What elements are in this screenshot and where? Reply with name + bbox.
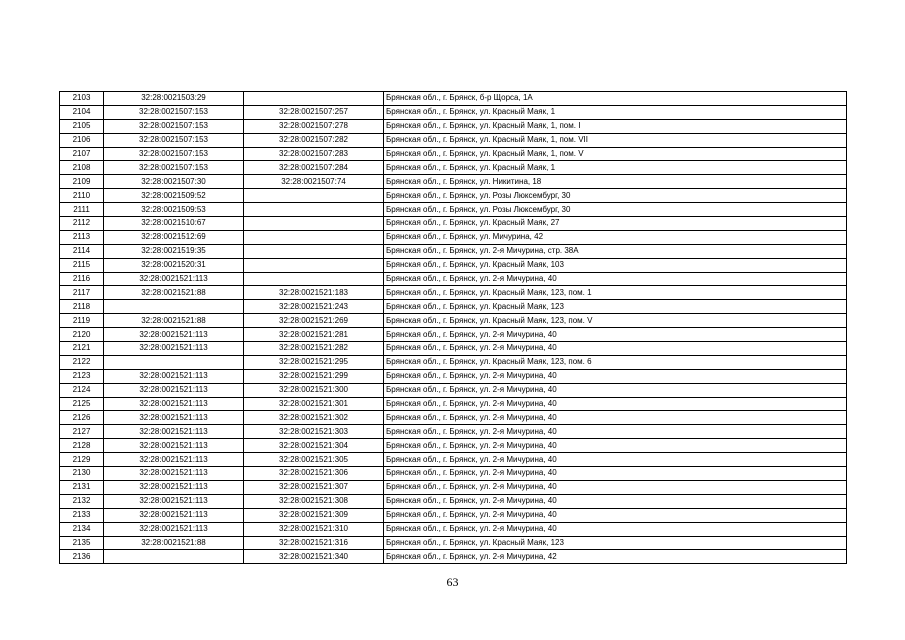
address-cell: Брянская обл., г. Брянск, ул. 2-я Мичурина, 40 [384,439,847,453]
table-row [60,494,847,508]
row-number-cell: 2107 [60,147,104,161]
address-cell: Брянская обл., г. Брянск, ул. Красный Маяк, 123 [384,300,847,314]
cadastral-number-cell: 32:28:0021509:53 [104,203,244,217]
row-number-cell: 2111 [60,203,104,217]
address-cell: Брянская обл., г. Брянск, ул. Красный Маяк, 1, пом. I [384,119,847,133]
cadastral-number-cell: 32:28:0021521:113 [104,425,244,439]
address-cell: Брянская обл., г. Брянск, ул. Красный Маяк, 123 [384,536,847,550]
table-row [60,203,847,217]
address-cell: Брянская обл., г. Брянск, ул. 2-я Мичурина, 40 [384,522,847,536]
object-cadastral-number-cell: 32:28:0021521:308 [244,494,384,508]
table-row [60,286,847,300]
object-cadastral-number-cell [244,230,384,244]
object-cadastral-number-cell: 32:28:0021521:183 [244,286,384,300]
address-cell: Брянская обл., г. Брянск, ул. Красный Маяк, 123, пом. 6 [384,355,847,369]
cadastral-number-cell: 32:28:0021521:113 [104,508,244,522]
row-number-cell: 2133 [60,508,104,522]
table-row [60,147,847,161]
object-cadastral-number-cell: 32:28:0021521:302 [244,411,384,425]
object-cadastral-number-cell [244,272,384,286]
table-row [60,300,847,314]
object-cadastral-number-cell: 32:28:0021521:309 [244,508,384,522]
table-row [60,536,847,550]
row-number-cell: 2125 [60,397,104,411]
table-row [60,383,847,397]
row-number-cell: 2108 [60,161,104,175]
cadastral-number-cell: 32:28:0021521:113 [104,522,244,536]
address-cell: Брянская обл., г. Брянск, ул. Красный Маяк, 123, пом. 1 [384,286,847,300]
row-number-cell: 2132 [60,494,104,508]
object-cadastral-number-cell: 32:28:0021507:74 [244,175,384,189]
cadastral-number-cell: 32:28:0021507:30 [104,175,244,189]
row-number-cell: 2135 [60,536,104,550]
address-cell: Брянская обл., г. Брянск, ул. Розы Люксембург, 30 [384,203,847,217]
cadastral-number-cell: 32:28:0021521:113 [104,480,244,494]
object-cadastral-number-cell: 32:28:0021521:299 [244,369,384,383]
cadastral-number-cell [104,300,244,314]
row-number-cell: 2103 [60,92,104,106]
cadastral-number-cell: 32:28:0021521:113 [104,272,244,286]
table-row [60,230,847,244]
object-cadastral-number-cell [244,189,384,203]
object-cadastral-number-cell: 32:28:0021521:303 [244,425,384,439]
address-cell: Брянская обл., г. Брянск, ул. 2-я Мичурина, 40 [384,342,847,356]
address-cell: Брянская обл., г. Брянск, ул. 2-я Мичурина, 40 [384,453,847,467]
table-row [60,272,847,286]
object-cadastral-number-cell: 32:28:0021521:304 [244,439,384,453]
table-row [60,453,847,467]
address-cell: Брянская обл., г. Брянск, ул. 2-я Мичурина, 40 [384,383,847,397]
object-cadastral-number-cell: 32:28:0021521:300 [244,383,384,397]
object-cadastral-number-cell [244,258,384,272]
row-number-cell: 2119 [60,314,104,328]
address-cell: Брянская обл., г. Брянск, ул. Красный Маяк, 1, пом. VII [384,133,847,147]
row-number-cell: 2112 [60,217,104,231]
cadastral-number-cell: 32:28:0021521:113 [104,411,244,425]
table-row [60,342,847,356]
address-cell: Брянская обл., г. Брянск, ул. 2-я Мичурина, 40 [384,411,847,425]
row-number-cell: 2118 [60,300,104,314]
cadastral-number-cell: 32:28:0021510:67 [104,217,244,231]
address-cell: Брянская обл., г. Брянск, ул. Мичурина, 42 [384,230,847,244]
address-cell: Брянская обл., г. Брянск, ул. 2-я Мичурина, 40 [384,494,847,508]
row-number-cell: 2120 [60,328,104,342]
cadastral-number-cell: 32:28:0021512:69 [104,230,244,244]
property-table-body [60,92,847,564]
cadastral-number-cell: 32:28:0021520:31 [104,258,244,272]
cadastral-number-cell: 32:28:0021509:52 [104,189,244,203]
table-row [60,411,847,425]
table-row [60,480,847,494]
address-cell: Брянская обл., г. Брянск, ул. 2-я Мичурина, 40 [384,508,847,522]
table-row [60,369,847,383]
cadastral-number-cell: 32:28:0021507:153 [104,147,244,161]
cadastral-number-cell: 32:28:0021521:88 [104,286,244,300]
table-row [60,355,847,369]
table-row [60,522,847,536]
table-row [60,133,847,147]
row-number-cell: 2127 [60,425,104,439]
row-number-cell: 2113 [60,230,104,244]
table-row [60,439,847,453]
object-cadastral-number-cell: 32:28:0021521:281 [244,328,384,342]
row-number-cell: 2130 [60,467,104,481]
address-cell: Брянская обл., г. Брянск, ул. Розы Люксембург, 30 [384,189,847,203]
row-number-cell: 2106 [60,133,104,147]
address-cell: Брянская обл., г. Брянск, б-р Щорса, 1А [384,92,847,106]
row-number-cell: 2123 [60,369,104,383]
row-number-cell: 2110 [60,189,104,203]
object-cadastral-number-cell: 32:28:0021507:282 [244,133,384,147]
table-row [60,189,847,203]
address-cell: Брянская обл., г. Брянск, ул. 2-я Мичурина, 40 [384,480,847,494]
row-number-cell: 2134 [60,522,104,536]
row-number-cell: 2117 [60,286,104,300]
object-cadastral-number-cell [244,244,384,258]
address-cell: Брянская обл., г. Брянск, ул. 2-я Мичурина, стр. 38А [384,244,847,258]
property-table [59,91,847,564]
object-cadastral-number-cell: 32:28:0021507:278 [244,119,384,133]
cadastral-number-cell: 32:28:0021507:153 [104,119,244,133]
table-row [60,258,847,272]
address-cell: Брянская обл., г. Брянск, ул. 2-я Мичурина, 40 [384,397,847,411]
cadastral-number-cell: 32:28:0021521:113 [104,369,244,383]
address-cell: Брянская обл., г. Брянск, ул. 2-я Мичурина, 40 [384,425,847,439]
address-cell: Брянская обл., г. Брянск, ул. Красный Маяк, 27 [384,217,847,231]
object-cadastral-number-cell: 32:28:0021521:243 [244,300,384,314]
row-number-cell: 2104 [60,105,104,119]
object-cadastral-number-cell: 32:28:0021521:301 [244,397,384,411]
cadastral-number-cell: 32:28:0021521:113 [104,328,244,342]
object-cadastral-number-cell [244,92,384,106]
object-cadastral-number-cell: 32:28:0021521:306 [244,467,384,481]
address-cell: Брянская обл., г. Брянск, ул. Красный Маяк, 1 [384,161,847,175]
cadastral-number-cell [104,550,244,564]
address-cell: Брянская обл., г. Брянск, ул. 2-я Мичурина, 40 [384,369,847,383]
row-number-cell: 2109 [60,175,104,189]
row-number-cell: 2128 [60,439,104,453]
object-cadastral-number-cell [244,203,384,217]
row-number-cell: 2115 [60,258,104,272]
row-number-cell: 2121 [60,342,104,356]
address-cell: Брянская обл., г. Брянск, ул. 2-я Мичурина, 42 [384,550,847,564]
table-row [60,328,847,342]
object-cadastral-number-cell: 32:28:0021507:283 [244,147,384,161]
cadastral-number-cell: 32:28:0021521:113 [104,383,244,397]
cadastral-number-cell: 32:28:0021521:113 [104,342,244,356]
object-cadastral-number-cell: 32:28:0021521:305 [244,453,384,467]
page-number: 63 [446,575,459,589]
cadastral-number-cell: 32:28:0021521:88 [104,314,244,328]
cadastral-number-cell: 32:28:0021521:113 [104,467,244,481]
row-number-cell: 2124 [60,383,104,397]
cadastral-number-cell: 32:28:0021507:153 [104,105,244,119]
object-cadastral-number-cell: 32:28:0021521:307 [244,480,384,494]
table-row [60,217,847,231]
address-cell: Брянская обл., г. Брянск, ул. 2-я Мичурина, 40 [384,272,847,286]
cadastral-number-cell: 32:28:0021521:113 [104,439,244,453]
row-number-cell: 2126 [60,411,104,425]
object-cadastral-number-cell: 32:28:0021521:295 [244,355,384,369]
table-row [60,508,847,522]
object-cadastral-number-cell: 32:28:0021521:269 [244,314,384,328]
address-cell: Брянская обл., г. Брянск, ул. Красный Маяк, 123, пом. V [384,314,847,328]
cadastral-number-cell: 32:28:0021521:113 [104,453,244,467]
cadastral-number-cell: 32:28:0021521:88 [104,536,244,550]
object-cadastral-number-cell [244,217,384,231]
table-row [60,92,847,106]
table-row [60,314,847,328]
cadastral-number-cell: 32:28:0021521:113 [104,397,244,411]
object-cadastral-number-cell: 32:28:0021521:282 [244,342,384,356]
object-cadastral-number-cell: 32:28:0021521:316 [244,536,384,550]
table-row [60,244,847,258]
object-cadastral-number-cell: 32:28:0021521:310 [244,522,384,536]
table-row [60,467,847,481]
address-cell: Брянская обл., г. Брянск, ул. 2-я Мичурина, 40 [384,328,847,342]
table-row [60,105,847,119]
table-row [60,161,847,175]
table-row [60,119,847,133]
row-number-cell: 2129 [60,453,104,467]
address-cell: Брянская обл., г. Брянск, ул. 2-я Мичурина, 40 [384,467,847,481]
cadastral-number-cell: 32:28:0021503:29 [104,92,244,106]
cadastral-number-cell [104,355,244,369]
cadastral-number-cell: 32:28:0021519:35 [104,244,244,258]
row-number-cell: 2122 [60,355,104,369]
address-cell: Брянская обл., г. Брянск, ул. Красный Маяк, 103 [384,258,847,272]
table-row [60,425,847,439]
address-cell: Брянская обл., г. Брянск, ул. Красный Маяк, 1 [384,105,847,119]
row-number-cell: 2131 [60,480,104,494]
cadastral-number-cell: 32:28:0021507:153 [104,133,244,147]
cadastral-number-cell: 32:28:0021507:153 [104,161,244,175]
table-row [60,175,847,189]
row-number-cell: 2136 [60,550,104,564]
address-cell: Брянская обл., г. Брянск, ул. Красный Маяк, 1, пом. V [384,147,847,161]
object-cadastral-number-cell: 32:28:0021521:340 [244,550,384,564]
row-number-cell: 2114 [60,244,104,258]
object-cadastral-number-cell: 32:28:0021507:284 [244,161,384,175]
table-row [60,397,847,411]
row-number-cell: 2105 [60,119,104,133]
table-row [60,550,847,564]
object-cadastral-number-cell: 32:28:0021507:257 [244,105,384,119]
address-cell: Брянская обл., г. Брянск, ул. Никитина, 18 [384,175,847,189]
cadastral-number-cell: 32:28:0021521:113 [104,494,244,508]
row-number-cell: 2116 [60,272,104,286]
